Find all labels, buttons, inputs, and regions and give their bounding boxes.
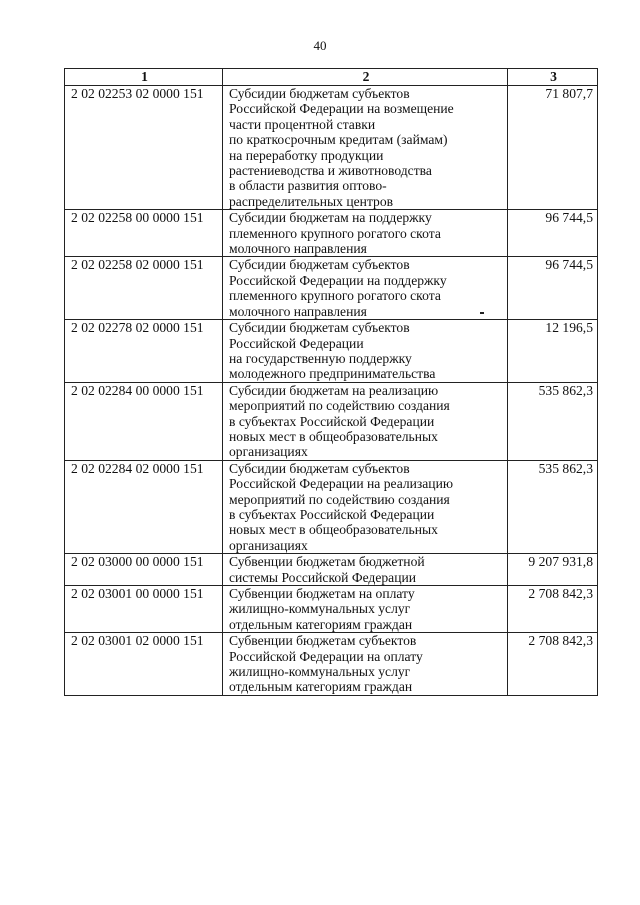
- table-row: [65, 554, 598, 586]
- column-header-amount: 3: [508, 69, 598, 86]
- budget-code-cell: 2 02 02253 02 0000 151: [65, 86, 223, 210]
- description-line: новых мест в общеобразовательных: [229, 428, 438, 444]
- description-line: молочного направления: [229, 241, 367, 257]
- description-line: Российской Федерации на возмещение: [229, 101, 454, 117]
- budget-code-cell: 2 02 02284 02 0000 151: [65, 460, 223, 553]
- budget-code-cell: 2 02 03001 00 0000 151: [65, 586, 223, 633]
- amount-cell: 535 862,3: [508, 382, 598, 460]
- table-row: [65, 86, 598, 210]
- description-line: Субсидии бюджетам на реализацию: [229, 382, 439, 398]
- column-header-code: 1: [65, 69, 223, 86]
- amount-cell: 96 744,5: [508, 257, 598, 320]
- description-line: в субъектах Российской Федерации: [229, 413, 435, 429]
- description-cell: [223, 554, 508, 586]
- description-line: организациях: [229, 444, 308, 460]
- amount-cell: 535 862,3: [508, 460, 598, 553]
- description-line: молочного направления: [229, 303, 367, 319]
- table-header-row: [65, 69, 598, 86]
- table-row: [65, 382, 598, 460]
- amount-cell: 9 207 931,8: [508, 554, 598, 586]
- table-row: [65, 257, 598, 320]
- description-line: мероприятий по содействию создания: [229, 491, 450, 507]
- budget-code-cell: 2 02 02278 02 0000 151: [65, 320, 223, 383]
- description-cell: [223, 86, 508, 210]
- description-cell: [223, 320, 508, 383]
- description-line: Субсидии бюджетам субъектов: [229, 320, 410, 336]
- description-line: отдельным категориям граждан: [229, 616, 413, 632]
- description-line: части процентной ставки: [229, 116, 376, 132]
- amount-cell: 71 807,7: [508, 86, 598, 210]
- amount-cell: 12 196,5: [508, 320, 598, 383]
- description-line: на государственную поддержку: [229, 350, 412, 366]
- table-row: [65, 320, 598, 383]
- description-cell: [223, 633, 508, 696]
- description-line: Субвенции бюджетам бюджетной: [229, 554, 425, 570]
- description-line: новых мест в общеобразовательных: [229, 522, 438, 538]
- description-cell: [223, 460, 508, 553]
- budget-revenue-table: [64, 68, 598, 696]
- description-cell: [223, 257, 508, 320]
- table-row: [65, 210, 598, 257]
- description-line: жилищно-коммунальных услуг: [229, 664, 411, 680]
- description-line: в субъектах Российской Федерации: [229, 506, 435, 522]
- description-line: жилищно-коммунальных услуг: [229, 601, 411, 617]
- description-line: в области развития оптово-: [229, 178, 387, 194]
- page-number: 40: [313, 38, 327, 53]
- description-line: растениеводства и животноводства: [229, 163, 432, 179]
- description-line: Субвенции бюджетам субъектов: [229, 633, 417, 649]
- description-line: по краткосрочным кредитам (займам): [229, 132, 448, 148]
- description-line: распределительных центров: [229, 193, 394, 209]
- description-line: Российской Федерации на реализацию: [229, 476, 454, 492]
- description-cell: [223, 382, 508, 460]
- description-line: племенного крупного рогатого скота: [229, 288, 441, 304]
- description-line: на переработку продукции: [229, 147, 384, 163]
- description-line: Российской Федерации на оплату: [229, 648, 423, 664]
- column-header-name: 2: [223, 69, 508, 86]
- amount-cell: 2 708 842,3: [508, 586, 598, 633]
- amount-cell: 2 708 842,3: [508, 633, 598, 696]
- description-line: Российской Федерации: [229, 335, 364, 351]
- budget-code-cell: 2 02 03001 02 0000 151: [65, 633, 223, 696]
- table-row: [65, 586, 598, 633]
- description-line: Субсидии бюджетам субъектов: [229, 86, 410, 101]
- table-row: [65, 633, 598, 696]
- description-cell: [223, 586, 508, 633]
- stray-mark: [480, 312, 484, 314]
- description-line: Субвенции бюджетам на оплату: [229, 586, 415, 601]
- description-line: организациях: [229, 537, 308, 553]
- description-line: Субсидии бюджетам на поддержку: [229, 210, 432, 226]
- budget-code-cell: 2 02 02258 00 0000 151: [65, 210, 223, 257]
- description-cell: [223, 210, 508, 257]
- description-line: Российской Федерации на поддержку: [229, 272, 447, 288]
- description-line: Субсидии бюджетам субъектов: [229, 460, 410, 476]
- table-body: [65, 86, 598, 696]
- description-line: Субсидии бюджетам субъектов: [229, 257, 410, 273]
- description-line: мероприятий по содействию создания: [229, 398, 450, 414]
- budget-code-cell: 2 02 02258 02 0000 151: [65, 257, 223, 320]
- budget-code-cell: 2 02 03000 00 0000 151: [65, 554, 223, 586]
- description-line: племенного крупного рогатого скота: [229, 225, 441, 241]
- table-row: [65, 460, 598, 553]
- amount-cell: 96 744,5: [508, 210, 598, 257]
- description-line: отдельным категориям граждан: [229, 679, 413, 695]
- description-line: молодежного предпринимательства: [229, 366, 436, 382]
- budget-code-cell: 2 02 02284 00 0000 151: [65, 382, 223, 460]
- description-line: системы Российской Федерации: [229, 569, 417, 585]
